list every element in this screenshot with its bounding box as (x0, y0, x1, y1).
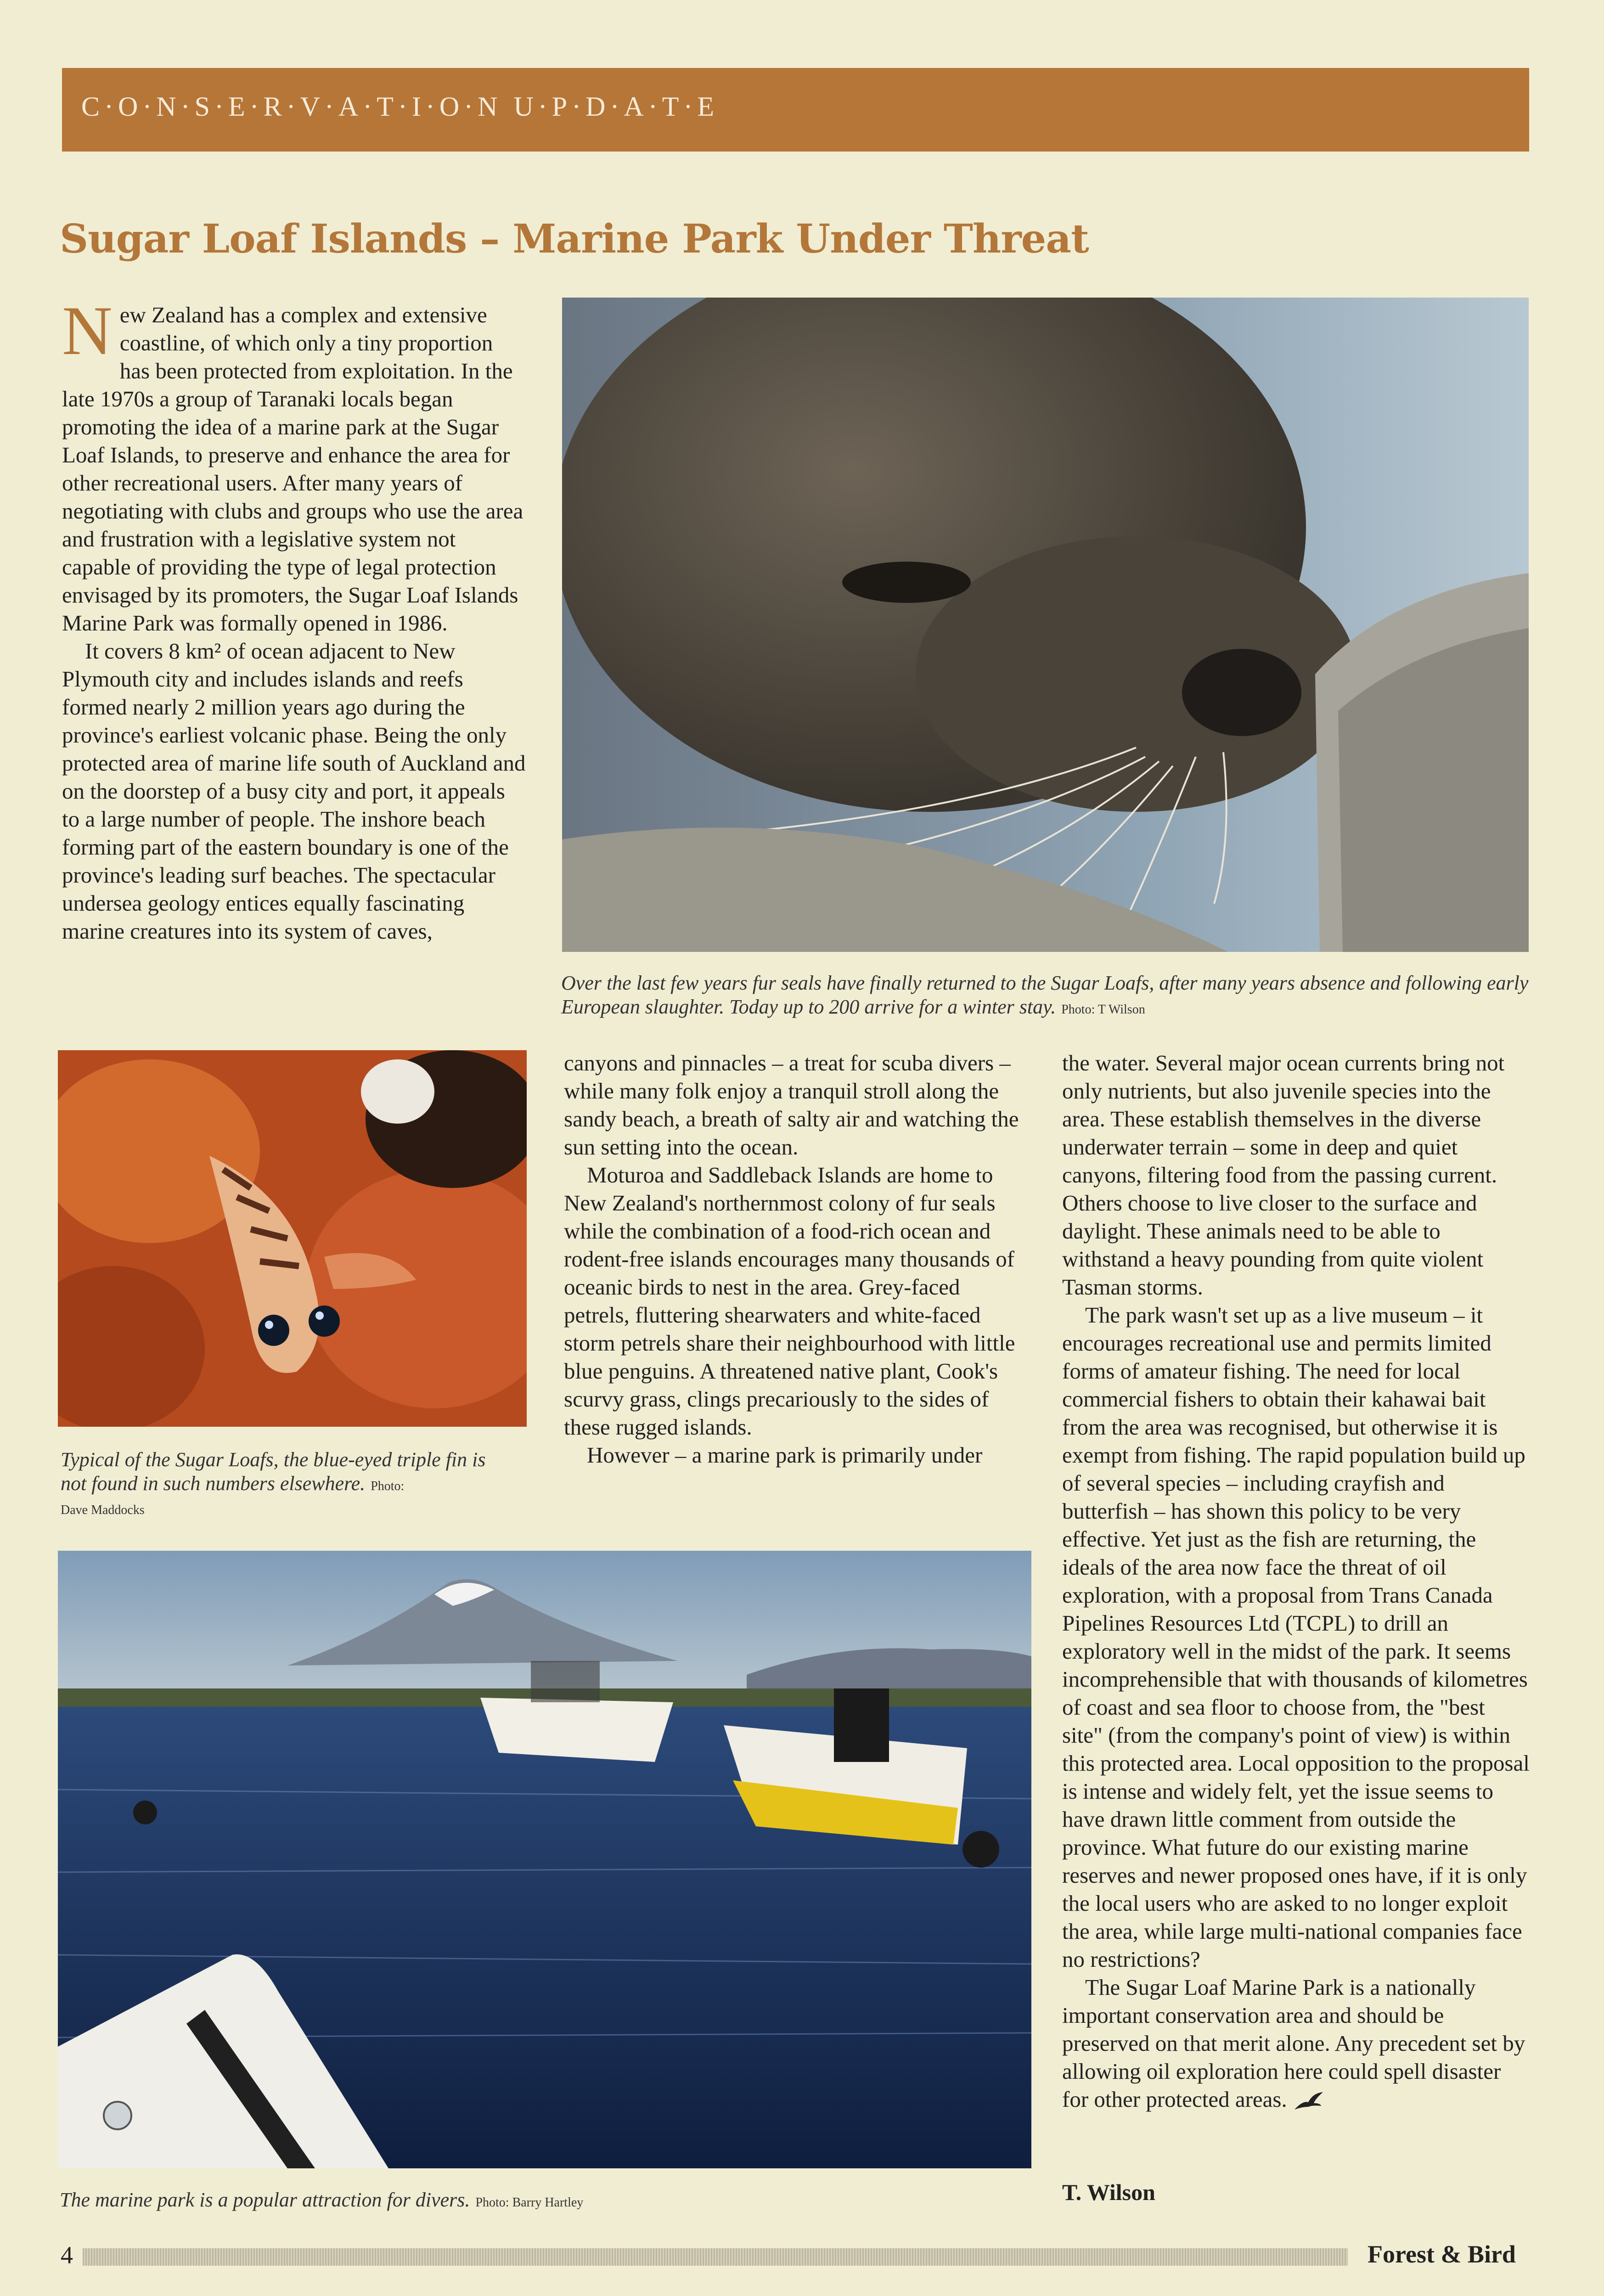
photo-credit-name: Dave Maddocks (61, 1503, 145, 1517)
fur-seal-photo (562, 298, 1529, 952)
section-banner (62, 68, 1529, 152)
paragraph-text: ew Zealand has a complex and extensive coastline, of which only a tiny proportion has been protected from exploitation. In the late 1970s a group of Taranaki locals began promoting the idea of a marine park at the Sugar Loaf Islands, to preserve and enhance the area for other recreational users. After many years of negotiating with clubs and groups who use the area and frustration with a legislative system not capable of providing the type of legal protection envisaged by its promoters, the Sugar Loaf Islands Marine Park was formally opened in 1986. (62, 302, 523, 636)
fish-photo-caption (61, 1448, 515, 1522)
caption-text: Over the last few years fur seals have finally returned to the Sugar Loafs, after many years absence and following early European slaughter. Today up to 200 arrive for a winter stay. (561, 972, 1529, 1018)
paragraph-text: The Sugar Loaf Marine Park is a nationally important conservation area and should be preserved on that merit alone. Any precedent set by allowing oil exploration here could spell disaster for other protected areas. (1062, 1975, 1525, 2112)
seal-photo-caption (561, 971, 1530, 1022)
footer-rule (83, 2248, 1348, 2266)
article-column-1 (62, 292, 526, 945)
photo-credit: Photo: T Wilson (1061, 1002, 1145, 1017)
paragraph: The park wasn't set up as a live museum – it encourages recreational use and permits limited forms of amateur fishing. The need for local commercial fishers to obtain their kahawai bait from the area was recognised, but otherwise it is exempt from fishing. The rapid population build up of several species – including crayfish and butterfish – has shown this policy to be very effective. Yet just as the fish are returning, the ideals of the area now face the threat of oil exploration, with a proposal from Trans Canada Pipelines Resources Ltd (TCPL) to drill an exploratory well in the midst of the park. It seems incomprehensible that with thousands of kilometres of coast and sea floor to choose from, the "best site" (from the company's point of view) is within this protected area. Local opposition to the proposal is intense and widely felt, yet the issue seems to have drawn little comment from outside the province. What future do our existing marine reserves and newer proposed ones have, if it is only the local users who are asked to no longer exploit the area, while large multi-national companies face no restrictions? (1062, 1302, 1530, 1972)
magazine-name: Forest & Bird (1368, 2240, 1516, 2268)
caption-text: The marine park is a popular attraction for divers. (60, 2189, 470, 2211)
article-headline: Sugar Loaf Islands – Marine Park Under Threat (60, 216, 1089, 262)
page-number: 4 (61, 2241, 73, 2269)
paragraph: It covers 8 km² of ocean adjacent to New Plymouth city and includes islands and reefs formed nearly 2 million years ago during the province's earliest volcanic phase. Being the only protected area of marine life south of Auckland and on the doorstep of a busy city and port, it appeals to a large number of people. The inshore beach forming part of the eastern boundary is one of the province's leading surf beaches. The spectacular undersea geology entices equally fascinating marine creatures into its system of caves, (62, 638, 526, 944)
divers-boats-photo (58, 1551, 1031, 2168)
paragraph: Moturoa and Saddleback Islands are home to New Zealand's northernmost colony of fur seals while the combination of a food-rich ocean and rodent-free islands encourages many thousands of oceanic birds to nest in the area. Grey-faced petrels, fluttering shearwaters and white-faced storm petrels share their neighbourhood with little blue penguins. A threatened native plant, Cook's scurvy grass, clings precariously to the sides of these rugged islands. (564, 1162, 1015, 1440)
dropcap-letter: N (62, 292, 113, 369)
author-signature: T. Wilson (1062, 2179, 1155, 2205)
paragraph: However – a marine park is primarily under (587, 1442, 983, 1468)
triple-fin-photo (58, 1050, 527, 1427)
article-column-2 (564, 1049, 1030, 1469)
article-column-3 (1062, 1049, 1531, 2113)
paragraph: the water. Several major ocean currents bring not only nutrients, but also juvenile species into the area. These establish themselves in the diverse underwater terrain – some in deep and quiet canyons, filtering food from the passing current. Others choose to live closer to the surface and daylight. These animals need to be able to withstand a heavy pounding from quite violent Tasman storms. (1062, 1050, 1505, 1300)
caption-text: Typical of the Sugar Loafs, the blue-eyed triple fin is not found in such numbers elsewhere. (61, 1448, 486, 1495)
bird-end-mark-icon (1293, 2091, 1325, 2112)
banner-label: C·O·N·S·E·R·V·A·T·I·O·N U·P·D·A·T·E (81, 91, 719, 122)
paragraph: canyons and pinnacles – a treat for scuba divers – while many folk enjoy a tranquil stroll along the sandy beach, a breath of salty air and watching the sun setting into the ocean. (564, 1050, 1019, 1159)
paragraph (62, 292, 526, 637)
photo-credit-label: Photo: (371, 1479, 405, 1493)
paragraph (1062, 1973, 1531, 2113)
boats-photo-caption (60, 2188, 1024, 2215)
photo-credit: Photo: Barry Hartley (475, 2195, 584, 2210)
